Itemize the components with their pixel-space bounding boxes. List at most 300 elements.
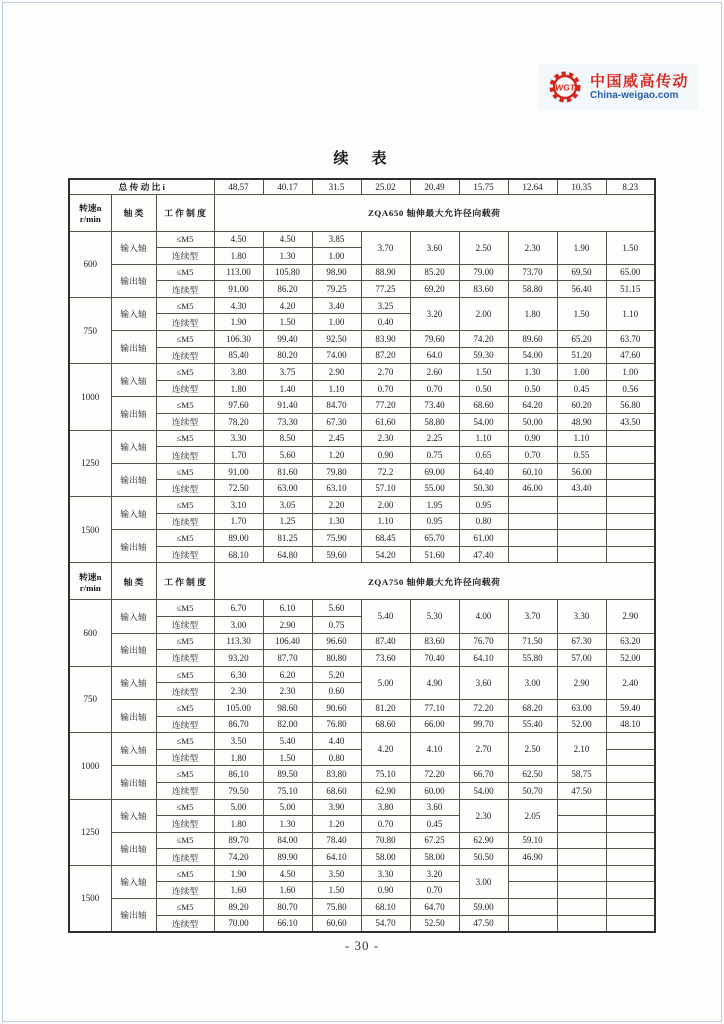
table-cell: 3.60 (410, 799, 459, 816)
duty-label: 连续型 (156, 749, 214, 766)
table-cell (606, 463, 655, 480)
table-cell (557, 882, 606, 899)
duty-label: 连续型 (156, 281, 214, 298)
shaft-label: 输入轴 (111, 430, 156, 463)
duty-label: 连续型 (156, 816, 214, 833)
table-cell: 58.80 (410, 414, 459, 431)
table-cell: 5.30 (410, 600, 459, 633)
table-cell: 6.70 (214, 600, 263, 617)
table-cell: 69.50 (557, 264, 606, 281)
duty-label: ≤M5 (156, 297, 214, 314)
shaft-label: 输入轴 (111, 666, 156, 699)
table-cell: 83.60 (410, 633, 459, 650)
table-cell: 80.20 (263, 347, 312, 364)
table-cell (606, 766, 655, 783)
shaft-label: 输出轴 (111, 899, 156, 932)
table-cell: 0.70 (361, 380, 410, 397)
table-cell: 89.60 (508, 331, 557, 348)
table-cell: 1.20 (312, 447, 361, 464)
table-cell: 47.40 (459, 546, 508, 563)
table-cell: 55.40 (508, 716, 557, 733)
table-cell: 1.00 (606, 364, 655, 381)
table-cell: 48.10 (606, 716, 655, 733)
table-cell: 1.00 (557, 364, 606, 381)
table-cell (508, 530, 557, 547)
table-cell: 56.80 (606, 397, 655, 414)
ratio-value: 40.17 (263, 179, 312, 194)
table-cell: 87.40 (361, 633, 410, 650)
table-cell: 83.90 (361, 331, 410, 348)
table-cell: 78.20 (214, 414, 263, 431)
table-cell: 86.70 (214, 716, 263, 733)
table-cell: 1.30 (312, 513, 361, 530)
table-cell: 63.10 (312, 480, 361, 497)
table-cell: 3.85 (312, 231, 361, 248)
table-cell: 1.80 (214, 749, 263, 766)
table-cell: 5.00 (361, 666, 410, 699)
table-cell: 0.45 (557, 380, 606, 397)
table-cell: 1.10 (557, 430, 606, 447)
duty-label: 连续型 (156, 248, 214, 265)
table-cell: 84.00 (263, 832, 312, 849)
table-cell (606, 497, 655, 514)
duty-label: ≤M5 (156, 231, 214, 248)
table-cell (557, 497, 606, 514)
table-cell: 2.30 (263, 683, 312, 700)
table-cell (606, 430, 655, 447)
table-cell: 0.65 (459, 447, 508, 464)
table-cell: 77.20 (361, 397, 410, 414)
table-cell: 69.00 (410, 463, 459, 480)
table-cell: 83.80 (312, 766, 361, 783)
table-cell (606, 865, 655, 882)
table-cell: 63.00 (557, 699, 606, 716)
table-cell: 43.50 (606, 414, 655, 431)
table-cell: 0.80 (459, 513, 508, 530)
table-cell: 86.10 (214, 766, 263, 783)
table-cell: 1.50 (263, 314, 312, 331)
duty-label: ≤M5 (156, 865, 214, 882)
table-cell: 0.40 (361, 314, 410, 331)
shaft-label: 输入轴 (111, 600, 156, 633)
table-cell: 67.30 (557, 633, 606, 650)
model-header: ZQA750 轴伸最大允许径向载荷 (214, 563, 655, 600)
table-cell: 66.00 (410, 716, 459, 733)
table-cell: 2.00 (361, 497, 410, 514)
table-cell: 46.00 (508, 480, 557, 497)
table-cell: 81.25 (263, 530, 312, 547)
table-cell: 54.00 (459, 782, 508, 799)
speed-value: 750 (69, 666, 111, 732)
table-cell: 51.60 (410, 546, 459, 563)
table-cell: 92.50 (312, 331, 361, 348)
table-cell: 86.20 (263, 281, 312, 298)
table-cell: 64.40 (459, 463, 508, 480)
speed-header: 转速n r/min (69, 563, 111, 600)
table-cell: 3.05 (263, 497, 312, 514)
table-cell: 3.80 (214, 364, 263, 381)
table-cell: 62.90 (459, 832, 508, 849)
table-cell (606, 480, 655, 497)
gear-text: WGT (555, 82, 575, 93)
duty-label: ≤M5 (156, 733, 214, 750)
duty-label: ≤M5 (156, 463, 214, 480)
table-cell (557, 849, 606, 866)
shaft-label: 输入轴 (111, 297, 156, 330)
table-cell: 3.50 (214, 733, 263, 750)
table-cell: 2.30 (508, 231, 557, 264)
table-cell (508, 899, 557, 916)
shaft-label: 输出轴 (111, 530, 156, 563)
table-cell: 76.70 (459, 633, 508, 650)
shaft-header: 轴 类 (111, 563, 156, 600)
table-cell: 1.50 (606, 231, 655, 264)
table-cell: 1.90 (557, 231, 606, 264)
speed-value: 600 (69, 600, 111, 666)
table-cell: 47.60 (606, 347, 655, 364)
speed-value: 1500 (69, 865, 111, 931)
table-cell: 91.00 (214, 281, 263, 298)
table-cell: 5.40 (361, 600, 410, 633)
table-cell: 74.00 (312, 347, 361, 364)
table-cell: 1.90 (214, 314, 263, 331)
duty-label: ≤M5 (156, 264, 214, 281)
table-cell: 51.20 (557, 347, 606, 364)
gear-icon (547, 69, 583, 105)
table-cell: 68.10 (214, 546, 263, 563)
table-cell: 74.20 (214, 849, 263, 866)
ratio-value: 48.57 (214, 179, 263, 194)
table-cell: 1.10 (312, 380, 361, 397)
table-cell: 0.70 (410, 882, 459, 899)
table-cell: 90.60 (312, 699, 361, 716)
table-wrapper (68, 178, 656, 933)
speed-value: 600 (69, 231, 111, 297)
duty-label: ≤M5 (156, 397, 214, 414)
table-cell: 91.40 (263, 397, 312, 414)
table-cell: 0.90 (508, 430, 557, 447)
table-cell: 87.70 (263, 650, 312, 667)
table-cell: 3.70 (361, 231, 410, 264)
table-cell: 60.00 (410, 782, 459, 799)
table-cell: 64.10 (312, 849, 361, 866)
table-cell: 62.90 (361, 782, 410, 799)
table-cell: 1.10 (459, 430, 508, 447)
table-cell (606, 899, 655, 916)
brand-name: 中国威高传动 (589, 72, 689, 90)
table-cell: 3.40 (312, 297, 361, 314)
table-cell: 68.60 (312, 782, 361, 799)
shaft-label: 输入轴 (111, 865, 156, 898)
table-cell: 89.00 (214, 530, 263, 547)
table-cell: 1.40 (263, 380, 312, 397)
table-cell: 4.50 (263, 865, 312, 882)
table-cell: 83.60 (459, 281, 508, 298)
table-cell: 82.00 (263, 716, 312, 733)
table-cell: 48.90 (557, 414, 606, 431)
table-cell (557, 530, 606, 547)
table-cell: 3.00 (459, 865, 508, 898)
table-cell (606, 882, 655, 899)
table-cell: 1.50 (263, 749, 312, 766)
table-cell: 84.70 (312, 397, 361, 414)
table-cell: 2.90 (312, 364, 361, 381)
table-cell (557, 546, 606, 563)
duty-label: 连续型 (156, 915, 214, 932)
table-cell: 89.70 (214, 832, 263, 849)
table-cell: 98.90 (312, 264, 361, 281)
table-cell: 4.10 (410, 733, 459, 766)
table-cell: 63.00 (263, 480, 312, 497)
duty-label: ≤M5 (156, 497, 214, 514)
table-cell: 1.80 (214, 816, 263, 833)
table-cell: 68.60 (361, 716, 410, 733)
page-title: 续 表 (333, 151, 391, 167)
table-cell: 71.50 (508, 633, 557, 650)
speed-value: 1500 (69, 497, 111, 563)
duty-label: 连续型 (156, 314, 214, 331)
ratio-value: 25.02 (361, 179, 410, 194)
table-cell: 1.25 (263, 513, 312, 530)
table-cell: 113.00 (214, 264, 263, 281)
duty-label: ≤M5 (156, 331, 214, 348)
table-cell: 56.00 (557, 463, 606, 480)
duty-label: 连续型 (156, 782, 214, 799)
table-cell: 70.40 (410, 650, 459, 667)
table-cell (508, 915, 557, 932)
table-cell: 50.30 (459, 480, 508, 497)
shaft-label: 输出轴 (111, 397, 156, 430)
table-cell: 5.00 (214, 799, 263, 816)
table-cell: 5.60 (312, 600, 361, 617)
table-cell: 78.40 (312, 832, 361, 849)
duty-label: ≤M5 (156, 799, 214, 816)
table-cell (606, 849, 655, 866)
table-cell (606, 733, 655, 750)
table-cell: 81.60 (263, 463, 312, 480)
duty-label: 连续型 (156, 650, 214, 667)
table-cell: 0.45 (410, 816, 459, 833)
table-cell: 1.20 (312, 816, 361, 833)
table-cell: 3.70 (508, 600, 557, 633)
table-cell (606, 749, 655, 766)
table-cell: 80.80 (312, 650, 361, 667)
table-cell: 75.10 (361, 766, 410, 783)
duty-label: 连续型 (156, 347, 214, 364)
table-cell: 6.10 (263, 600, 312, 617)
table-cell: 51.15 (606, 281, 655, 298)
table-cell: 0.50 (508, 380, 557, 397)
table-cell: 4.90 (410, 666, 459, 699)
table-cell: 57.10 (361, 480, 410, 497)
table-cell: 50.70 (508, 782, 557, 799)
table-cell: 5.40 (263, 733, 312, 750)
table-cell: 85.20 (410, 264, 459, 281)
shaft-label: 输出轴 (111, 832, 156, 865)
speed-value: 1000 (69, 364, 111, 430)
table-cell: 50.50 (459, 849, 508, 866)
table-cell: 5.00 (263, 799, 312, 816)
table-cell: 2.25 (410, 430, 459, 447)
table-cell: 1.90 (214, 865, 263, 882)
table-cell: 64.80 (263, 546, 312, 563)
table-cell: 1.30 (263, 816, 312, 833)
table-cell (606, 816, 655, 833)
table-cell: 61.60 (361, 414, 410, 431)
table-cell: 79.50 (214, 782, 263, 799)
table-cell: 70.00 (214, 915, 263, 932)
table-cell: 3.25 (361, 297, 410, 314)
table-cell: 57.00 (557, 650, 606, 667)
duty-label: ≤M5 (156, 430, 214, 447)
table-cell (557, 799, 606, 816)
duty-label: 连续型 (156, 849, 214, 866)
shaft-header: 轴 类 (111, 194, 156, 231)
table-cell: 1.60 (214, 882, 263, 899)
table-cell: 1.80 (508, 297, 557, 330)
table-cell: 0.80 (312, 749, 361, 766)
table-cell: 54.00 (508, 347, 557, 364)
table-cell: 1.00 (312, 314, 361, 331)
table-cell: 0.70 (508, 447, 557, 464)
table-cell: 73.70 (508, 264, 557, 281)
table-cell: 59.30 (459, 347, 508, 364)
duty-label: ≤M5 (156, 666, 214, 683)
table-cell: 1.80 (214, 380, 263, 397)
table-cell: 64.70 (410, 899, 459, 916)
table-cell: 47.50 (557, 782, 606, 799)
table-cell: 60.20 (557, 397, 606, 414)
duty-header: 工 作 制 度 (156, 194, 214, 231)
table-cell: 60.60 (312, 915, 361, 932)
table-cell: 72.20 (459, 699, 508, 716)
ratio-value: 15.75 (459, 179, 508, 194)
table-cell: 50.00 (508, 414, 557, 431)
table-cell: 2.10 (557, 733, 606, 766)
brand-url: China-weigao.com (589, 89, 679, 101)
table-cell: 61.00 (459, 530, 508, 547)
duty-label: ≤M5 (156, 364, 214, 381)
table-cell: 4.40 (312, 733, 361, 750)
table-cell (606, 530, 655, 547)
logo-text (590, 73, 689, 102)
duty-label: 连续型 (156, 480, 214, 497)
table-cell: 3.20 (410, 865, 459, 882)
table-cell: 2.60 (410, 364, 459, 381)
table-cell: 1.30 (508, 364, 557, 381)
table-cell (508, 513, 557, 530)
ratio-value: 20.49 (410, 179, 459, 194)
table-cell: 72.20 (410, 766, 459, 783)
table-cell: 88.90 (361, 264, 410, 281)
table-cell: 67.30 (312, 414, 361, 431)
table-cell: 54.20 (361, 546, 410, 563)
table-cell: 0.75 (410, 447, 459, 464)
shaft-label: 输出轴 (111, 633, 156, 666)
table-cell: 3.60 (459, 666, 508, 699)
table-cell: 79.80 (312, 463, 361, 480)
model-header: ZQA650 轴伸最大允许径向载荷 (214, 194, 655, 231)
table-cell: 3.90 (312, 799, 361, 816)
table-cell: 77.10 (410, 699, 459, 716)
table-cell: 2.00 (459, 297, 508, 330)
logo (538, 64, 698, 110)
table-cell: 73.40 (410, 397, 459, 414)
table-cell: 79.00 (459, 264, 508, 281)
table-cell (606, 447, 655, 464)
table-cell: 106.40 (263, 633, 312, 650)
table-cell: 63.20 (606, 633, 655, 650)
shaft-label: 输入轴 (111, 799, 156, 832)
table-cell: 2.50 (459, 231, 508, 264)
table-cell: 1.00 (312, 248, 361, 265)
table-cell: 52.00 (606, 650, 655, 667)
table-cell: 4.20 (361, 733, 410, 766)
table-cell: 3.80 (361, 799, 410, 816)
table-cell: 52.50 (410, 915, 459, 932)
table-cell: 76.80 (312, 716, 361, 733)
duty-label: 连续型 (156, 683, 214, 700)
table-cell: 58.75 (557, 766, 606, 783)
table-cell: 0.75 (312, 616, 361, 633)
duty-label: 连续型 (156, 513, 214, 530)
duty-label: 连续型 (156, 882, 214, 899)
table-cell: 69.20 (410, 281, 459, 298)
speed-value: 1250 (69, 799, 111, 865)
duty-label: ≤M5 (156, 899, 214, 916)
table-cell: 68.10 (361, 899, 410, 916)
table-cell: 1.50 (312, 882, 361, 899)
shaft-label: 输入轴 (111, 497, 156, 530)
table-cell: 68.60 (459, 397, 508, 414)
table-cell: 0.70 (410, 380, 459, 397)
table-cell: 3.30 (557, 600, 606, 633)
table-cell: 72.50 (214, 480, 263, 497)
table-cell: 85.40 (214, 347, 263, 364)
duty-label: 连续型 (156, 716, 214, 733)
table-cell: 89.20 (214, 899, 263, 916)
table-cell: 0.50 (459, 380, 508, 397)
table-cell: 3.50 (312, 865, 361, 882)
table-cell: 68.45 (361, 530, 410, 547)
table-cell: 1.80 (214, 248, 263, 265)
table-cell: 2.30 (361, 430, 410, 447)
table-cell: 1.10 (606, 297, 655, 330)
table-cell: 70.80 (361, 832, 410, 849)
table-cell: 2.30 (459, 799, 508, 832)
table-cell (508, 546, 557, 563)
table-cell: 1.50 (557, 297, 606, 330)
table-cell: 99.40 (263, 331, 312, 348)
table-cell: 2.40 (606, 666, 655, 699)
table-cell: 54.70 (361, 915, 410, 932)
table-cell: 67.25 (410, 832, 459, 849)
table-cell (606, 799, 655, 816)
table-cell: 2.45 (312, 430, 361, 447)
table-cell: 1.95 (410, 497, 459, 514)
table-cell: 64.0 (410, 347, 459, 364)
duty-label: ≤M5 (156, 766, 214, 783)
table-cell: 77.25 (361, 281, 410, 298)
table-cell: 3.20 (410, 297, 459, 330)
table-cell: 4.50 (263, 231, 312, 248)
table-cell: 98.60 (263, 699, 312, 716)
duty-label: 连续型 (156, 380, 214, 397)
table-cell: 0.95 (410, 513, 459, 530)
table-cell: 6.20 (263, 666, 312, 683)
shaft-label: 输入轴 (111, 231, 156, 264)
duty-header: 工 作 制 度 (156, 563, 214, 600)
